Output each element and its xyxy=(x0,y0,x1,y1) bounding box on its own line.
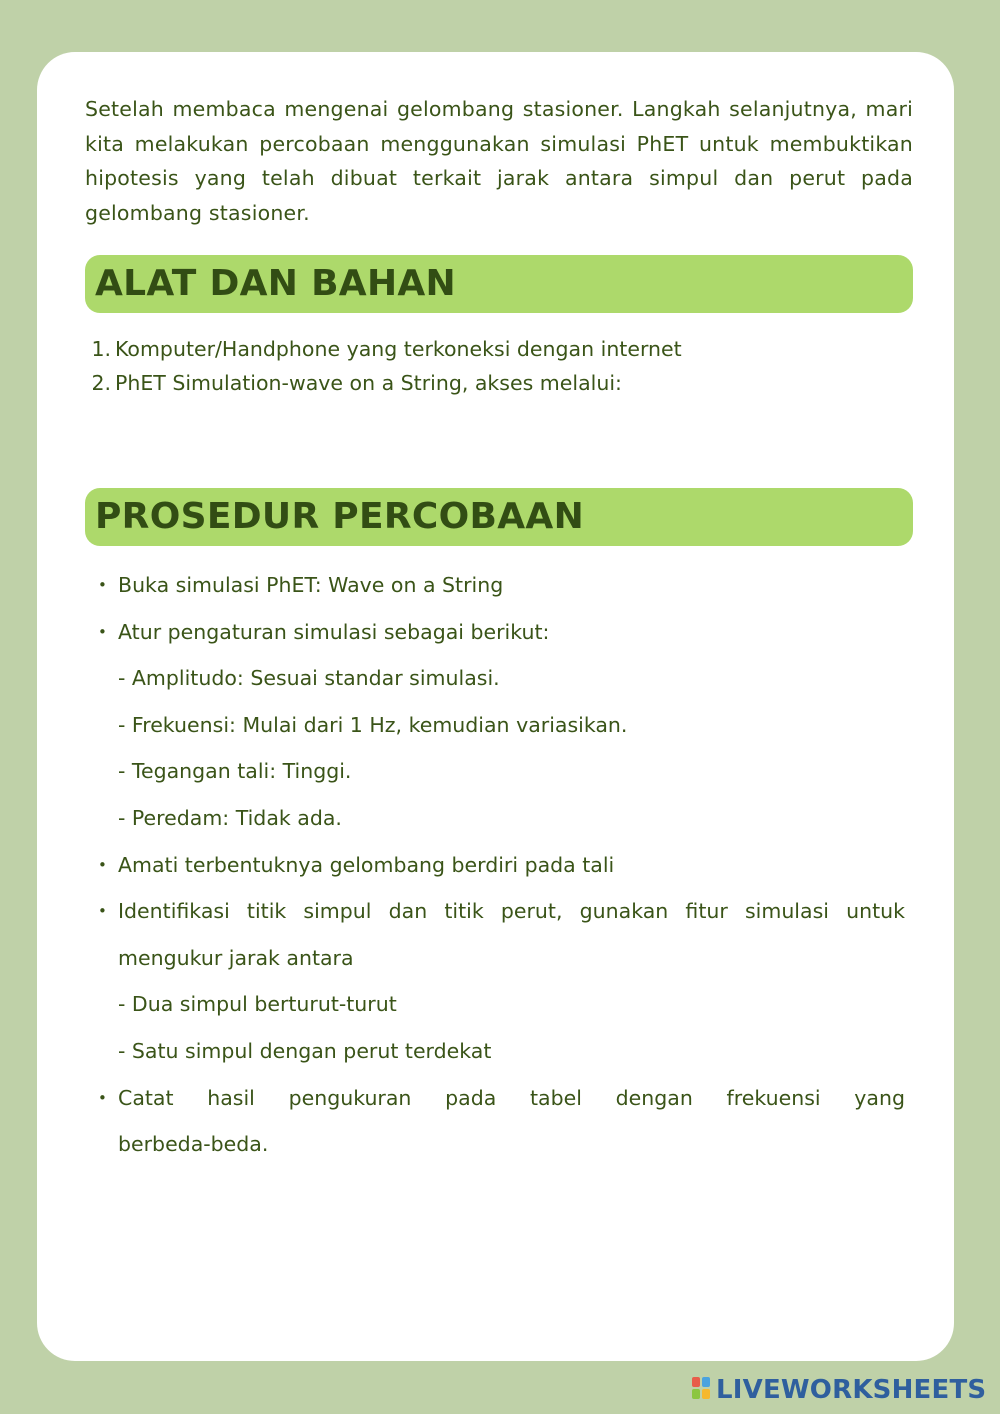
section-header-prosedur xyxy=(85,488,913,546)
list-item xyxy=(85,332,682,366)
procedure-substep: - Tegangan tali: Tinggi. xyxy=(118,759,352,784)
liveworksheets-wordmark: LIVEWORKSHEETS xyxy=(716,1375,987,1405)
section-title-alat: ALAT DAN BAHAN xyxy=(95,263,456,304)
section-header-alat xyxy=(85,255,913,313)
tools-list xyxy=(85,332,682,400)
procedure-step-continuation: mengukur jarak antara xyxy=(118,945,354,970)
list-item-text: PhET Simulation-wave on a String, akses melalui: xyxy=(115,371,622,395)
liveworksheets-logo[interactable] xyxy=(692,1372,990,1408)
procedure-step-continuation: berbeda-beda. xyxy=(118,1132,269,1157)
procedure-substep: - Peredam: Tidak ada. xyxy=(118,805,342,830)
procedure-steps xyxy=(85,562,905,1168)
intro-paragraph: Setelah membaca mengenai gelombang stasioner. Langkah selanjutnya, mari kita melakukan percobaan menggunakan simulasi PhET untuk membuktikan hipotesis yang telah dibuat terkait jarak antara simpul dan perut pada gelombang stasioner. xyxy=(85,97,913,225)
procedure-substep: - Satu simpul dengan perut terdekat xyxy=(118,1038,492,1063)
procedure-step: • Buka simulasi PhET: Wave on a String xyxy=(85,562,905,609)
list-number: 2. xyxy=(91,371,111,395)
procedure-substep: - Frekuensi: Mulai dari 1 Hz, kemudian variasikan. xyxy=(118,712,628,737)
procedure-substep: - Amplitudo: Sesuai standar simulasi. xyxy=(118,666,500,691)
procedure-step: • Atur pengaturan simulasi sebagai berikut: xyxy=(85,609,905,656)
list-item-text: Komputer/Handphone yang terkoneksi dengan internet xyxy=(115,337,682,361)
list-item xyxy=(85,366,682,400)
list-number: 1. xyxy=(91,337,111,361)
liveworksheets-badge-icon xyxy=(692,1377,712,1401)
worksheet-card xyxy=(37,52,954,1361)
procedure-step: • Identifikasi titik simpul dan titik perut, gunakan fitur simulasi untuk xyxy=(85,888,905,935)
procedure-step: • Catat hasil pengukuran pada tabel dengan frekuensi yang xyxy=(85,1075,905,1122)
procedure-step: • Amati terbentuknya gelombang berdiri pada tali xyxy=(85,842,905,889)
section-title-prosedur: PROSEDUR PERCOBAAN xyxy=(95,496,585,537)
procedure-substep: - Dua simpul berturut-turut xyxy=(118,992,397,1017)
